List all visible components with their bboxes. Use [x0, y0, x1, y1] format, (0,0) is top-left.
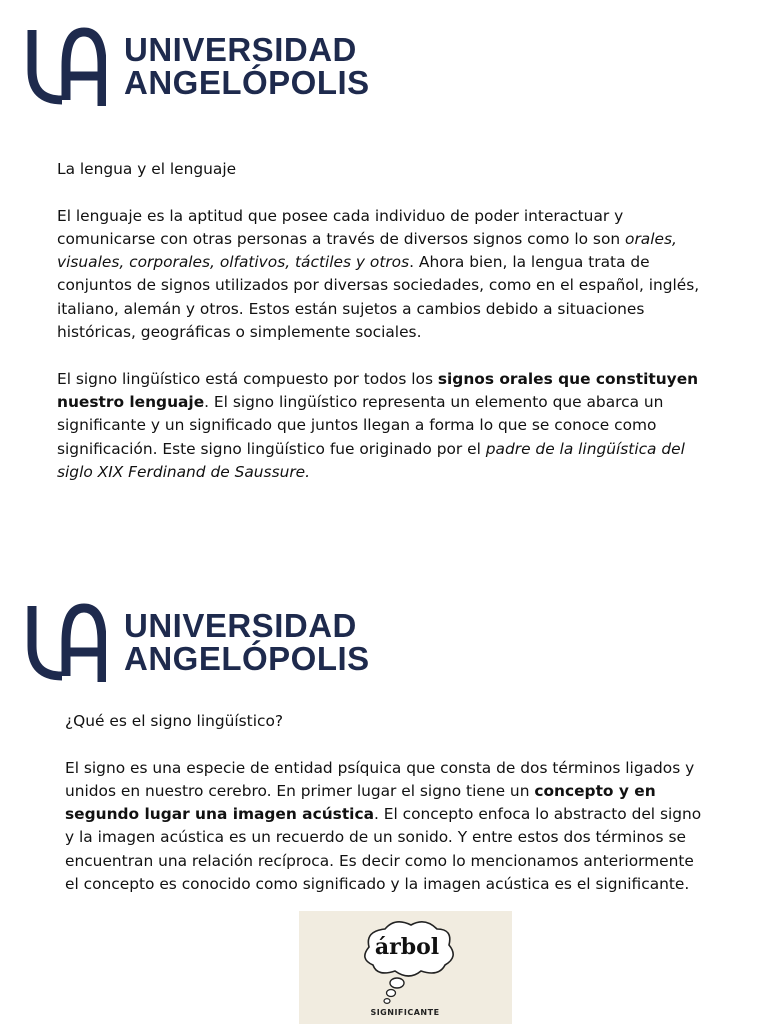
thought-bubble-icon: [299, 911, 512, 1024]
section-1: [57, 158, 707, 484]
ua-logo-icon: [22, 602, 106, 682]
university-logo: [22, 24, 370, 108]
text-run: . El concepto enfoca lo abstracto del signo y la imagen acústica es un recuerdo de un sonido. Y entre estos dos términos se encuentran una relación recíproca. Es decir como lo mencionamos anteriormente el concepto es conocido como significado y la imagen acústica es el significante.: [65, 805, 702, 894]
logo-line-2: ANGELÓPOLIS: [124, 640, 370, 677]
italic-run: orales, visuales, corporales, olfativos, táctiles y otros: [57, 229, 677, 272]
ua-logo-icon: [22, 26, 106, 106]
section-1-paragraph-1: [57, 205, 707, 345]
bold-run: signos orales que constituyen nuestro lenguaje: [57, 369, 699, 411]
bold-run: concepto y en segundo lugar una imagen acústica: [65, 781, 656, 824]
text-run: . Ahora bien, la lengua trata de conjuntos de signos utilizados por diversas sociedades, como en el español, inglés, italiano, alemán y otros. Estos están sujetos a cambios debido a situaciones históricas, geográficas o simplemente sociales.: [57, 253, 700, 342]
logo-line-1: UNIVERSIDAD: [124, 607, 357, 644]
section-2-title: ¿Qué es el signo lingüístico?: [65, 712, 284, 730]
bubble-caption: SIGNIFICANTE: [370, 1008, 440, 1017]
section-2-paragraph-1: [65, 757, 707, 897]
university-name: [124, 609, 370, 675]
bubble-word: árbol: [374, 934, 440, 960]
text-run: . El signo lingüístico representa un elemento que abarca un significante y un significado que juntos llegan a forma lo que se conoce como significación. Este signo lingüístico fue originado por el: [57, 392, 664, 458]
university-name: [124, 33, 370, 99]
signifier-illustration: [299, 911, 512, 1024]
section-1-title: La lengua y el lenguaje: [57, 160, 237, 178]
text-run: El signo es una especie de entidad psíquica que consta de dos términos ligados y unidos en nuestro cerebro. En primer lugar el signo tiene un: [65, 758, 695, 800]
italic-run: padre de la lingüística del siglo XIX Ferdinand de Saussure.: [57, 439, 685, 481]
logo-line-1: UNIVERSIDAD: [124, 31, 357, 68]
university-logo: [22, 600, 370, 684]
section-2: [65, 710, 707, 896]
section-1-paragraph-2: [57, 368, 707, 484]
logo-line-2: ANGELÓPOLIS: [124, 64, 370, 101]
text-run: El lenguaje es la aptitud que posee cada individuo de poder interactuar y comunicarse con otras personas a través de diversos signos como lo son: [57, 206, 626, 248]
text-run: El signo lingüístico está compuesto por todos los: [57, 369, 438, 388]
